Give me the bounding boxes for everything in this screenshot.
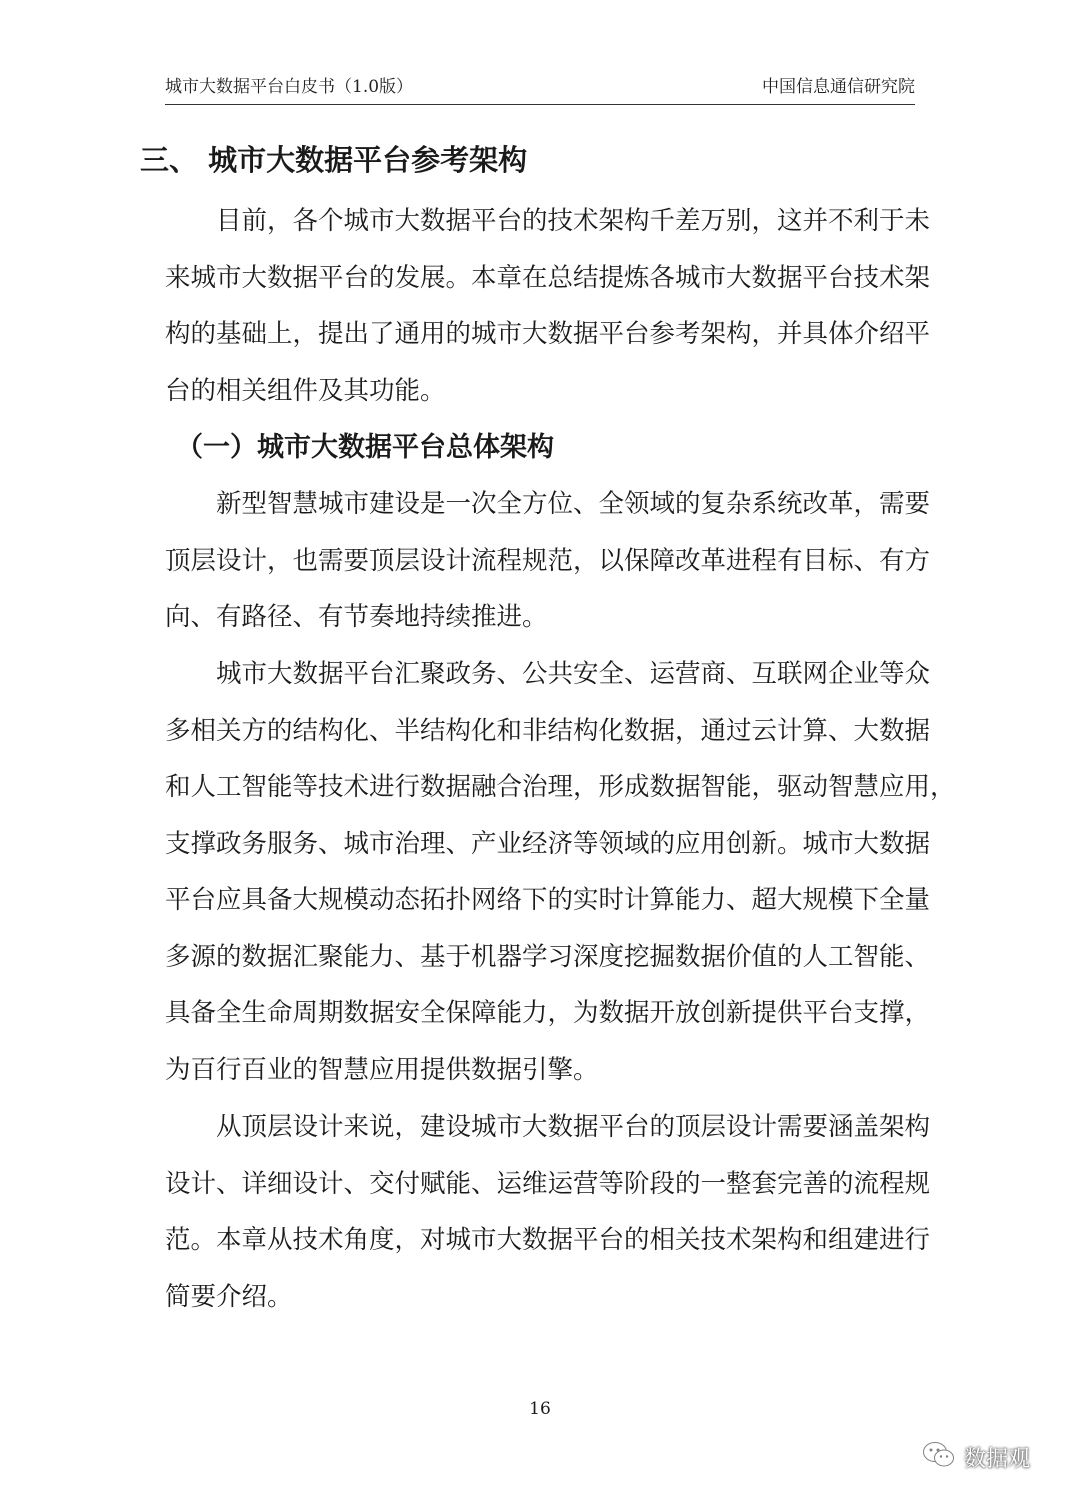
watermark-text: 数据观 xyxy=(964,1446,1031,1472)
paragraph-line: 目前，各个城市大数据平台的技术架构千差万别，这并不利于未 xyxy=(216,206,931,236)
subsection-title: （一）城市大数据平台总体架构 xyxy=(176,432,554,463)
paragraph-line: 具备全生命周期数据安全保障能力，为数据开放创新提供平台支撑， xyxy=(165,998,931,1028)
header-organization: 中国信息通信研究院 xyxy=(762,77,915,97)
paragraph-line: 设计、详细设计、交付赋能、运维运营等阶段的一整套完善的流程规 xyxy=(165,1168,931,1199)
paragraph-line: 新型智慧城市建设是一次全方位、全领域的复杂系统改革，需要 xyxy=(216,489,931,519)
paragraph-line: 台的相关组件及其功能。 xyxy=(165,375,446,406)
paragraph-line: 为百行百业的智慧应用提供数据引擎。 xyxy=(165,1054,599,1085)
page-header xyxy=(165,72,915,102)
paragraph-line: 和人工智能等技术进行数据融合治理，形成数据智能，驱动智慧应用， xyxy=(165,772,956,802)
paragraph-line: 向、有路径、有节奏地持续推进。 xyxy=(165,602,548,632)
paragraph-4 xyxy=(165,1099,931,1325)
section-title: 三、 城市大数据平台参考架构 xyxy=(140,143,528,177)
paragraph-line: 多源的数据汇聚能力、基于机器学习深度挖掘数据价值的人工智能、 xyxy=(165,941,931,972)
paragraph-line: 顶层设计，也需要顶层设计流程规范，以保障改革进程有目标、有方 xyxy=(165,545,931,576)
paragraph-line: 支撑政务服务、城市治理、产业经济等领域的应用创新。城市大数据 xyxy=(165,828,931,859)
paragraph-line: 城市大数据平台汇聚政务、公共安全、运营商、互联网企业等众 xyxy=(216,659,931,689)
paragraph-line: 范。本章从技术角度，对城市大数据平台的相关技术架构和组建进行 xyxy=(165,1225,931,1255)
paragraph-line: 构的基础上，提出了通用的城市大数据平台参考架构，并具体介绍平 xyxy=(165,319,931,349)
header-document-title: 城市大数据平台白皮书（1.0版） xyxy=(165,77,414,97)
paragraph-line: 从顶层设计来说，建设城市大数据平台的顶层设计需要涵盖架构 xyxy=(216,1112,931,1142)
paragraph-3 xyxy=(165,646,956,1098)
paragraph-2 xyxy=(165,476,931,646)
paragraph-line: 多相关方的结构化、半结构化和非结构化数据，通过云计算、大数据 xyxy=(165,715,931,746)
watermark xyxy=(922,1437,1030,1477)
page-number: 16 xyxy=(529,1399,551,1419)
header-divider xyxy=(165,104,915,105)
paragraph-line: 平台应具备大规模动态拓扑网络下的实时计算能力、超大规模下全量 xyxy=(165,885,931,915)
paragraph-1 xyxy=(165,193,931,419)
paragraph-line: 来城市大数据平台的发展。本章在总结提炼各城市大数据平台技术架 xyxy=(165,262,931,293)
wechat-icon xyxy=(922,1440,956,1474)
paragraph-line: 简要介绍。 xyxy=(165,1281,293,1312)
